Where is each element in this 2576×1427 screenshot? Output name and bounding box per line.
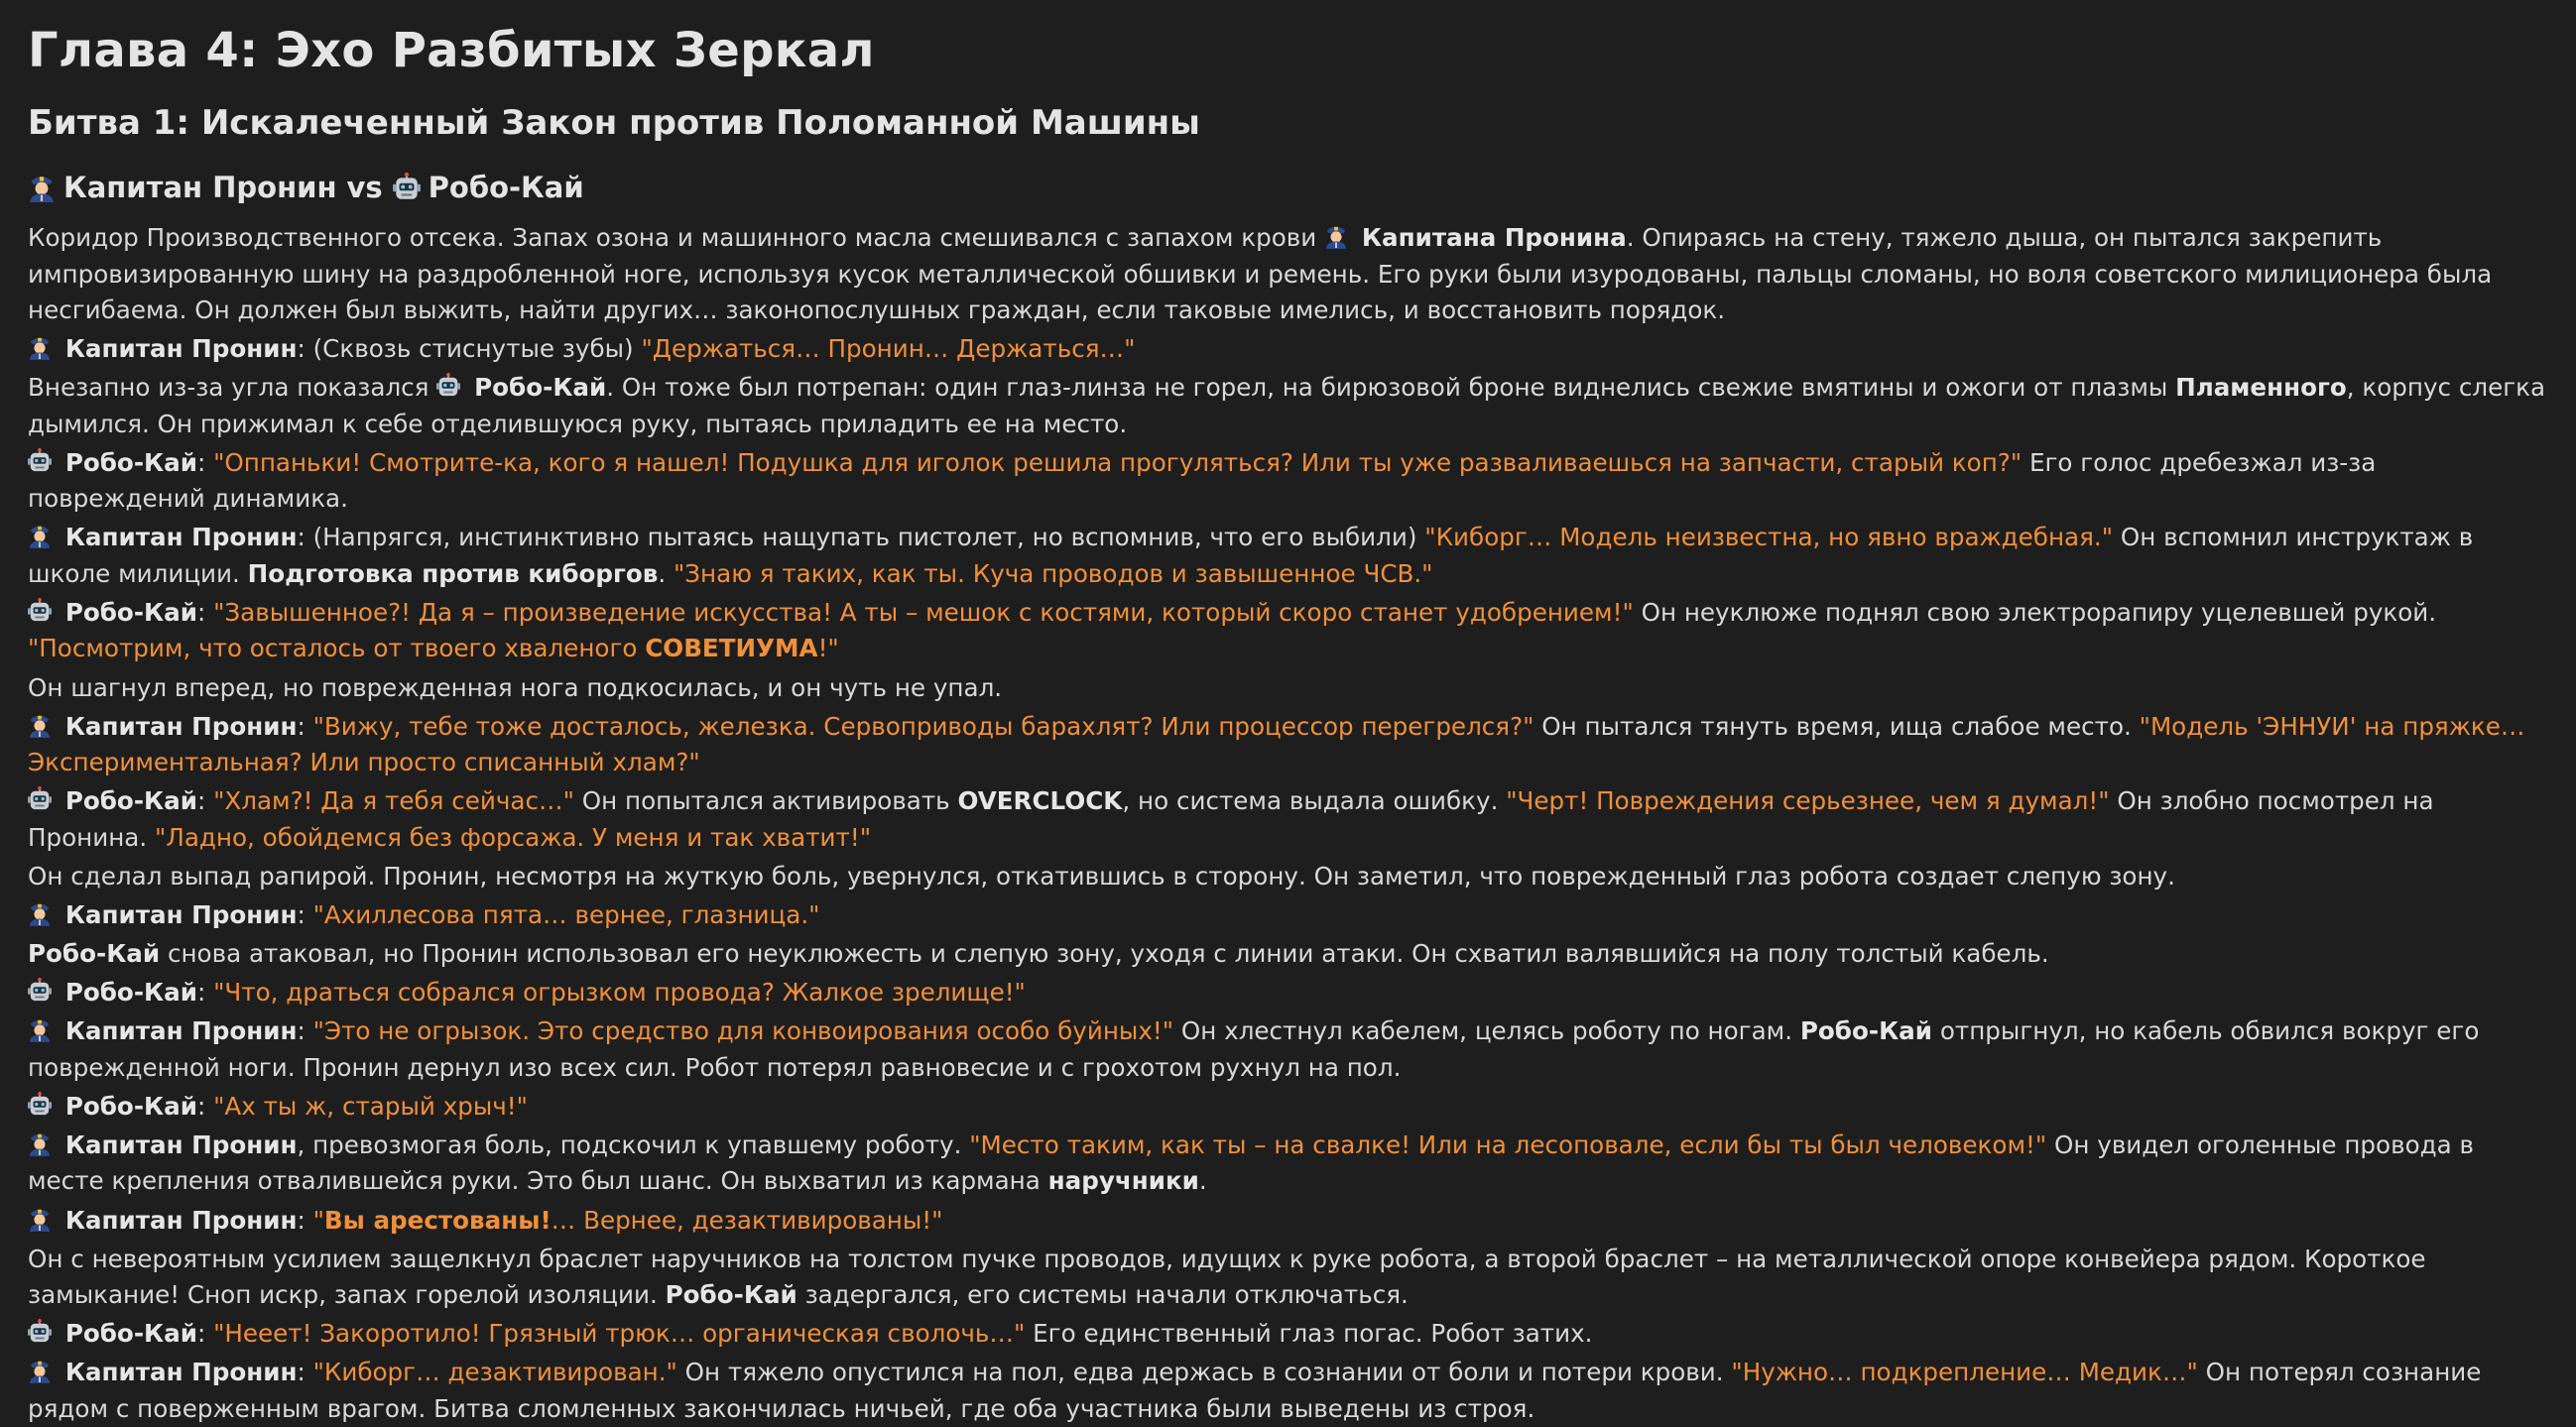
police-officer-icon	[28, 712, 52, 738]
dialogue-quote: "Завышенное?! Да я – произведение искусства! А ты – мешок с костями, который скоро станет удобрением!"	[213, 597, 1634, 627]
narration-text: Он пытался тянуть время, ища слабое место.	[1533, 711, 2140, 741]
narration-text: . Он тоже был потрепан: один глаз-линза не горел, на бирюзовой броне виднелись свежие вмятины и ожоги от плазмы	[606, 373, 2176, 403]
dialogue-emphasis: Вы арестованы!	[323, 1205, 552, 1235]
bold-name: Капитан Пронин	[64, 899, 298, 929]
narration-text: снова атаковал, но Пронин использовал его неуклюжесть и слепую зону, уходя с линии атаки. Он схватил валявшийся на полу толстый кабель.	[160, 939, 2049, 969]
dialogue-quote: "Киборг… дезактивирован."	[312, 1358, 677, 1387]
narration-text: , корпус слегка дымился. Он прижимал к себе отделившуюся руку, пытаясь приладить ее на место.	[28, 373, 2546, 438]
story-paragraph	[28, 520, 2548, 592]
narration-text: :	[297, 711, 313, 741]
bold-name: Робо-Кай	[64, 978, 197, 1008]
bold-name: Капитан Пронин	[64, 1130, 298, 1159]
story-paragraph	[28, 1089, 2548, 1126]
fighter1-name: Капитан Пронин	[63, 171, 337, 204]
story-paragraph	[28, 1355, 2548, 1427]
story-paragraph	[28, 595, 2548, 667]
narration-text: : (Сквозь стиснутые зубы)	[297, 334, 642, 364]
bold-name: Капитан Пронин	[64, 1358, 298, 1387]
dialogue-quote: "	[312, 1205, 324, 1235]
dialogue-quote: "Ахиллесова пята… вернее, глазница."	[312, 899, 820, 929]
dialogue-quote: "Знаю я таких, как ты. Куча проводов и завышенное ЧСВ."	[673, 558, 1433, 588]
dialogue-quote: "Ах ты ж, старый хрыч!"	[213, 1091, 528, 1121]
narration-text: Он сделал выпад рапирой. Пронин, несмотря на жуткую боль, увернулся, откатившись в сторону. Он заметил, что поврежденный глаз робота создает слепую зону.	[28, 861, 2175, 891]
police-officer-icon	[28, 1358, 52, 1383]
story-paragraph	[28, 220, 2548, 329]
narration-text: Его голос дребезжал из-за повреждений динамика.	[28, 447, 2377, 514]
narration-text: :	[297, 1358, 313, 1387]
narration-text: .	[1198, 1166, 1207, 1196]
story-body	[28, 220, 2548, 1427]
dialogue-quote: "Ладно, обойдемся без форсажа. У меня и так хватит!"	[155, 822, 872, 852]
police-officer-icon	[28, 1206, 52, 1232]
bold-name: Капитан Пронин	[64, 334, 298, 364]
bold-name: Робо-Кай	[64, 1091, 197, 1121]
narration-text: :	[196, 786, 214, 816]
robot-face-icon	[28, 448, 52, 474]
story-paragraph	[28, 975, 2548, 1011]
narration-text: . Опираясь на стену, тяжело дыша, он пытался закрепить импровизированную шину на раздробленной ноге, используя кусок металлической обшивки и ремень. Его руки были изуродованы, пальцы сломаны, но воля советского милиционера была несгибаема. Он должен был выжить, найти других… законопослушных граждан, если таковые имелись, и восстановить порядок.	[28, 223, 2493, 324]
narration-text: Он тяжело опустился на пол, едва держась в сознании от боли и потери крови.	[676, 1358, 1732, 1387]
story-paragraph	[28, 783, 2548, 856]
bold-name: Робо-Кай	[64, 1319, 197, 1349]
dialogue-quote: "Место таким, как ты – на свалке! Или на лесоповале, если бы ты был человеком!"	[969, 1130, 2047, 1159]
dialogue-quote: "Что, драться собрался огрызком провода? Жалкое зрелище!"	[213, 978, 1026, 1008]
narration-text: Внезапно из-за угла показался	[28, 373, 437, 403]
narration-text: Он увидел оголенные провода в месте крепления отвалившейся руки. Это был шанс. Он выхватил из кармана	[28, 1130, 2475, 1196]
bold-name: Капитан Пронин	[64, 711, 298, 741]
police-officer-icon	[28, 1130, 52, 1156]
police-officer-icon	[28, 523, 52, 548]
narration-text: Его единственный глаз погас. Робот затих.	[1025, 1319, 1593, 1349]
bold-name: Пламенного	[2175, 373, 2347, 403]
narration-text: : (Напрягся, инстинктивно пытаясь нащупать пистолет, но вспомнив, что его выбили)	[297, 523, 1425, 552]
narration-text: Он шагнул вперед, но поврежденная нога подкосилась, и он чуть не упал.	[28, 672, 1003, 702]
dialogue-quote: "Оппаньки! Смотрите-ка, кого я нашел! Подушка для иголок решила прогуляться? Или ты уже разваливаешься на запчасти, старый коп?"	[213, 447, 2023, 477]
bold-name: наручники	[1047, 1166, 1199, 1196]
narration-text: Он попытался активировать	[573, 786, 958, 816]
bold-name: Робо-Кай	[28, 939, 161, 969]
bold-name: OVERCLOCK	[957, 786, 1123, 816]
narration-text: :	[196, 597, 214, 627]
narration-text: отпрыгнул, но кабель обвился вокруг его поврежденной ноги. Пронин дернул изо всех сил. Робот потерял равновесие и с грохотом рухнул на пол.	[28, 1016, 2480, 1082]
bold-name: Капитан Пронин	[64, 523, 298, 552]
bold-name: Робо-Кай	[474, 373, 607, 403]
fighter2-name: Робо-Кай	[428, 171, 584, 204]
story-paragraph	[28, 709, 2548, 781]
dialogue-quote: "Вижу, тебе тоже досталось, железка. Сервоприводы барахлят? Или процессор перегрелся?"	[312, 711, 1534, 741]
dialogue-quote: "Посмотрим, что осталось от твоего хваленого	[28, 634, 646, 663]
bold-name: Робо-Кай	[64, 786, 197, 816]
narration-text: :	[196, 978, 214, 1008]
bold-name: Робо-Кай	[64, 597, 197, 627]
narration-text: Он с невероятным усилием защелкнул браслет наручников на толстом пучке проводов, идущих к руке робота, а второй браслет – на металлической опоре конвейера рядом. Короткое замыкание! Сноп искр, запах горелой изоляции.	[28, 1244, 2426, 1310]
police-officer-icon	[28, 334, 52, 360]
dialogue-quote: "Нужно… подкрепление… Медик…"	[1731, 1358, 2198, 1387]
dialogue-quote: "Модель 'ЭННУИ' на пряжке… Экспериментальная? Или просто списанный хлам?"	[28, 711, 2525, 777]
narration-text: , превозмогая боль, подскочил к упавшему роботу.	[297, 1130, 970, 1159]
dialogue-quote: "Киборг… Модель неизвестна, но явно враждебная."	[1424, 523, 2114, 552]
narration-text: Он злобно посмотрел на Пронина.	[28, 786, 2434, 852]
story-paragraph	[28, 1128, 2548, 1200]
dialogue-quote: "Нееет! Закоротило! Грязный трюк… органическая сволочь…"	[213, 1319, 1026, 1349]
story-paragraph	[28, 670, 2548, 707]
narration-text: :	[196, 1319, 214, 1349]
narration-text: :	[297, 1205, 313, 1235]
police-officer-icon	[1324, 223, 1348, 249]
narration-text: Он неуклюже поднял свою электрорапиру уцелевшей рукой.	[1633, 597, 2437, 627]
bold-name: Капитан Пронин	[64, 1205, 298, 1235]
narration-text: :	[196, 447, 214, 477]
narration-text: :	[196, 1091, 214, 1121]
story-paragraph	[28, 1316, 2548, 1353]
story-paragraph	[28, 1013, 2548, 1086]
bold-name: Робо-Кай	[64, 447, 197, 477]
dialogue-quote: … Вернее, дезактивированы!"	[551, 1205, 943, 1235]
police-officer-icon	[28, 900, 52, 926]
bold-name: Робо-Кай	[1799, 1016, 1933, 1046]
narration-text: :	[297, 899, 313, 929]
narration-text: .	[658, 558, 674, 588]
dialogue-quote: "Это не огрызок. Это средство для конвоирования особо буйных!"	[312, 1016, 1174, 1046]
chapter-title: Глава 4: Эхо Разбитых Зеркал	[28, 23, 875, 78]
story-paragraph	[28, 936, 2548, 973]
robot-face-icon	[28, 598, 52, 624]
story-paragraph	[28, 1242, 2548, 1314]
story-paragraph	[28, 859, 2548, 895]
robot-face-icon	[28, 1319, 52, 1345]
vs-label: vs	[346, 171, 383, 204]
dialogue-emphasis: СОВЕТИУМА	[645, 634, 818, 663]
narration-text: Он потерял сознание рядом с поверженным врагом. Битва сломленных закончилась ничьей, где оба участника были выведены из строя.	[28, 1358, 2482, 1423]
dialogue-quote: "Хлам?! Да я тебя сейчас…"	[213, 786, 574, 816]
dialogue-quote: "Черт! Повреждения серьезнее, чем я думал!"	[1506, 786, 2110, 816]
robot-face-icon	[28, 786, 52, 812]
narration-text: Коридор Производственного отсека. Запах озона и машинного масла смешивался с запахом крови	[28, 223, 1325, 252]
bold-name: Капитана Пронина	[1361, 223, 1627, 252]
bold-name: Капитан Пронин	[64, 1016, 298, 1046]
narration-text: :	[297, 1016, 313, 1046]
narration-text: Он вспомнил инструктаж в школе милиции.	[28, 523, 2474, 588]
narration-text: Он хлестнул кабелем, целясь роботу по ногам.	[1173, 1016, 1800, 1046]
robot-face-icon	[436, 373, 460, 399]
robot-face-icon	[28, 1092, 52, 1118]
police-officer-icon	[28, 173, 56, 202]
matchup-heading	[28, 171, 2548, 204]
bold-name: Подготовка против киборгов	[247, 558, 659, 588]
story-paragraph	[28, 445, 2548, 518]
story-paragraph	[28, 1203, 2548, 1240]
police-officer-icon	[28, 1016, 52, 1042]
narration-text: задергался, его системы начали отключаться.	[797, 1280, 1409, 1310]
story-paragraph	[28, 370, 2548, 442]
story-paragraph	[28, 331, 2548, 368]
story-paragraph	[28, 897, 2548, 934]
robot-face-icon	[393, 173, 421, 202]
robot-face-icon	[28, 978, 52, 1004]
bold-name: Робо-Кай	[665, 1280, 797, 1310]
narration-text: , но система выдала ошибку.	[1122, 786, 1507, 816]
battle-title: Битва 1: Искалеченный Закон против Поломанной Машины	[28, 103, 1200, 143]
dialogue-quote: !"	[817, 634, 839, 663]
dialogue-quote: "Держаться… Пронин… Держаться…"	[641, 334, 1136, 364]
